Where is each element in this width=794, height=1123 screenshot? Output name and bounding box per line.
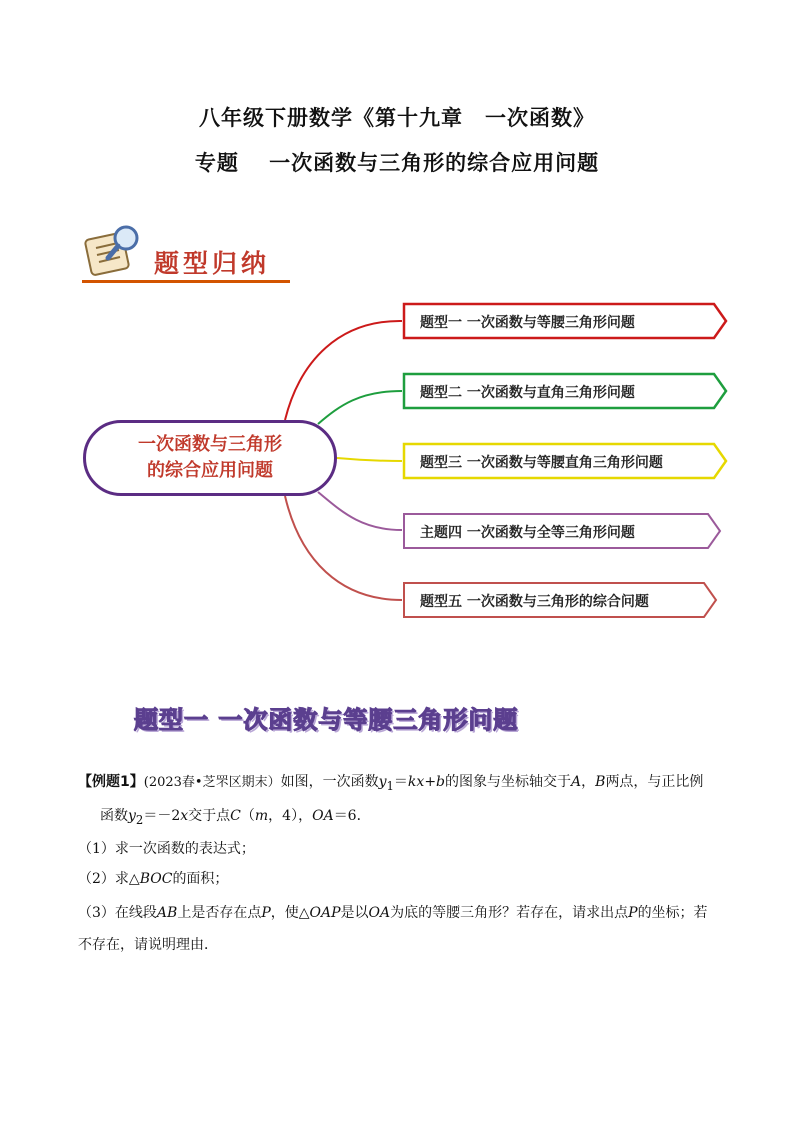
question-text: 上是否存在点 — [177, 905, 262, 921]
banner-label: 题型归纳 — [154, 249, 271, 278]
example-text: 交于点 — [188, 808, 231, 824]
branch-type-3 — [402, 442, 726, 480]
example-text: 的图象与坐标轴交于 — [445, 774, 572, 790]
question-text: （3）在线段 — [78, 905, 157, 921]
title-line-2: 专题 一次函数与三角形的综合应用问题 — [194, 150, 600, 175]
question-1: （1）求一次函数的表达式； — [78, 841, 255, 857]
question-text: 是以 — [340, 905, 369, 921]
question-text: ，使△ — [270, 905, 310, 921]
example-line-2: 函数$y_2=-2x$交于点C（m，4），OA＝6． — [100, 808, 371, 827]
branch-label: 题型二 一次函数与直角三角形问题 — [420, 385, 635, 401]
question-text: 为底的等腰三角形？若存在，请求出点 — [390, 905, 629, 921]
center-node-line-1: 一次函数与三角形 — [138, 434, 282, 455]
branch-type-2 — [402, 372, 726, 410]
example-source: (2023春•芝罘区期末） — [143, 775, 281, 790]
branch-label: 主题四 一次函数与全等三角形问题 — [420, 525, 635, 541]
example-line-1: 【例题1】(2023春•芝罘区期末）如图，一次函数$y_1=kx+b$的图象与坐标轴交于A，B两点，与正比例 — [78, 774, 704, 793]
question-3-line-2: 不存在，请说明理由． — [78, 937, 218, 953]
question-2: （2）求△BOC的面积； — [78, 871, 229, 887]
example-tag: 【例题1】 — [78, 774, 144, 790]
example-text: 函数 — [100, 808, 128, 824]
branch-label: 题型五 一次函数与三角形的综合问题 — [420, 594, 649, 610]
branch-type-4 — [402, 512, 722, 550]
example-text: 如图，一次函数 — [280, 774, 379, 790]
question-3: （3）在线段AB上是否存在点P，使△OAP是以OA为底的等腰三角形？若存在，请求出点P的坐标；若 — [78, 905, 708, 921]
section-heading: 题型一 一次函数与等腰三角形问题 — [134, 705, 519, 734]
branch-type-1 — [402, 302, 726, 340]
branch-label: 题型三 一次函数与等腰直角三角形问题 — [420, 455, 663, 471]
example-text: 两点，与正比例 — [605, 774, 704, 790]
branch-type-5 — [402, 581, 718, 619]
title-line-1: 八年级下册数学《第十九章 一次函数》 — [199, 105, 595, 130]
question-text: （2）求△ — [78, 871, 140, 887]
mindmap-center-node — [83, 420, 337, 496]
question-text: 的坐标；若 — [637, 905, 708, 921]
center-node-line-2: 的综合应用问题 — [147, 460, 273, 481]
question-text: 的面积； — [172, 871, 229, 887]
branch-label: 题型一 一次函数与等腰三角形问题 — [420, 315, 635, 331]
